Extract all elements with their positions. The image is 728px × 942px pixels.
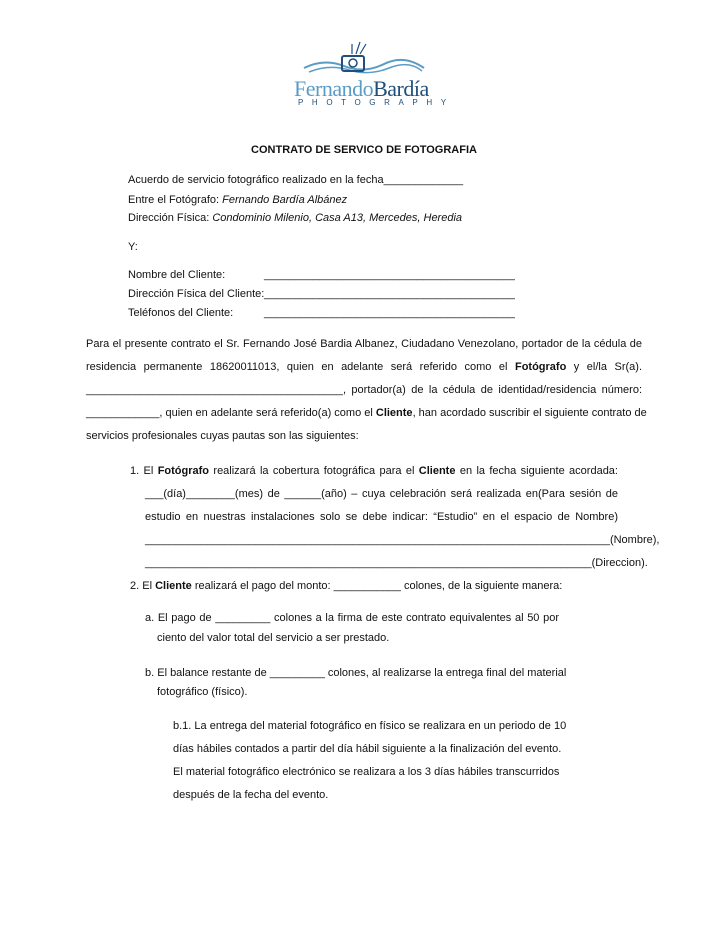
clause-1 bbox=[130, 460, 618, 483]
client-name-label: Nombre del Cliente: bbox=[128, 269, 226, 281]
clause-1-line: 1. El Fotógrafo realizará la cobertura fotográfica para el Cliente en la fecha siguiente acordada: bbox=[130, 465, 618, 477]
item-a-line: a. El pago de _________ colones a la firma de este contrato equivalentes al 50 por bbox=[145, 612, 559, 624]
intro-line: servicios profesionales cuyas pautas son las siguientes: bbox=[86, 430, 359, 442]
item-a bbox=[145, 607, 559, 630]
item-b1-line: El material fotográfico electrónico se realizara a los 3 días hábiles transcurridos bbox=[173, 766, 560, 778]
clause-1-line: _________________________________________________________________________(Direccion). bbox=[145, 557, 648, 569]
item-b-line: b. El balance restante de _________ colones, al realizarse la entrega final del material bbox=[145, 667, 567, 679]
item-b1-line: días hábiles contados a partir del día hábil siguiente a la finalización del evento. bbox=[173, 743, 562, 755]
intro-line: __________________________________________, portador(a) de la cédula de identidad/residencia número: bbox=[86, 384, 642, 396]
intro-line: Para el presente contrato el Sr. Fernando José Bardia Albanez, Ciudadano Venezolano, portador de la cédula de bbox=[86, 338, 642, 350]
item-b1 bbox=[173, 715, 567, 807]
client-address-field[interactable]: _________________________________________ bbox=[264, 288, 515, 300]
clause-1-line: ___(día)________(mes) de ______(año) – cuya celebración será realizada en(Para sesión de bbox=[145, 488, 618, 500]
client-phone-label: Teléfonos del Cliente: bbox=[128, 307, 234, 319]
document-title: CONTRATO DE SERVICO DE FOTOGRAFIA bbox=[251, 144, 477, 156]
intro-line: residencia permanente 18620011013, quien en adelante será referido como el Fotógrafo y el/la Sr(a). bbox=[86, 361, 642, 373]
item-b bbox=[145, 662, 567, 685]
company-logo bbox=[294, 38, 455, 108]
intro-line: ____________, quien en adelante será referido(a) como el Cliente, han acordado suscribir el siguiente contrato de bbox=[86, 407, 647, 419]
item-b-line: fotográfico (físico). bbox=[157, 686, 248, 698]
clause-2: 2. El Cliente realizará el pago del monto: ___________ colones, de la siguiente manera: bbox=[130, 580, 563, 592]
intro-paragraph bbox=[86, 333, 647, 448]
clause-1-body bbox=[145, 483, 660, 575]
logo-name: FernandoBardía bbox=[294, 76, 429, 101]
logo-subtitle: PHOTOGRAPHY bbox=[298, 98, 455, 107]
and-label: Y: bbox=[128, 241, 138, 253]
item-a-line: ciento del valor total del servicio a ser prestado. bbox=[157, 632, 390, 644]
camera-wave-icon bbox=[294, 38, 434, 78]
clause-1-line: estudio en nuestras instalaciones solo se debe indicar: “Estudio” en el espacio de Nombre) bbox=[145, 511, 618, 523]
agreement-date-line: Acuerdo de servicio fotográfico realizado en la fecha_____________ bbox=[128, 174, 464, 186]
clause-1-line: ____________________________________________________________________________(Nombre), bbox=[145, 534, 660, 546]
photographer-line: Entre el Fotógrafo: Fernando Bardía Albánez bbox=[128, 194, 348, 206]
address-line: Dirección Física: Condominio Milenio, Casa A13, Mercedes, Heredia bbox=[128, 212, 463, 224]
item-b1-line: b.1. La entrega del material fotográfico en físico se realizara en un periodo de 10 bbox=[173, 720, 567, 732]
client-name-field[interactable]: _________________________________________ bbox=[264, 269, 515, 281]
item-b1-line: después de la fecha del evento. bbox=[173, 789, 329, 801]
client-phone-field[interactable]: _________________________________________ bbox=[264, 307, 515, 319]
client-address-label: Dirección Física del Cliente: bbox=[128, 288, 265, 300]
